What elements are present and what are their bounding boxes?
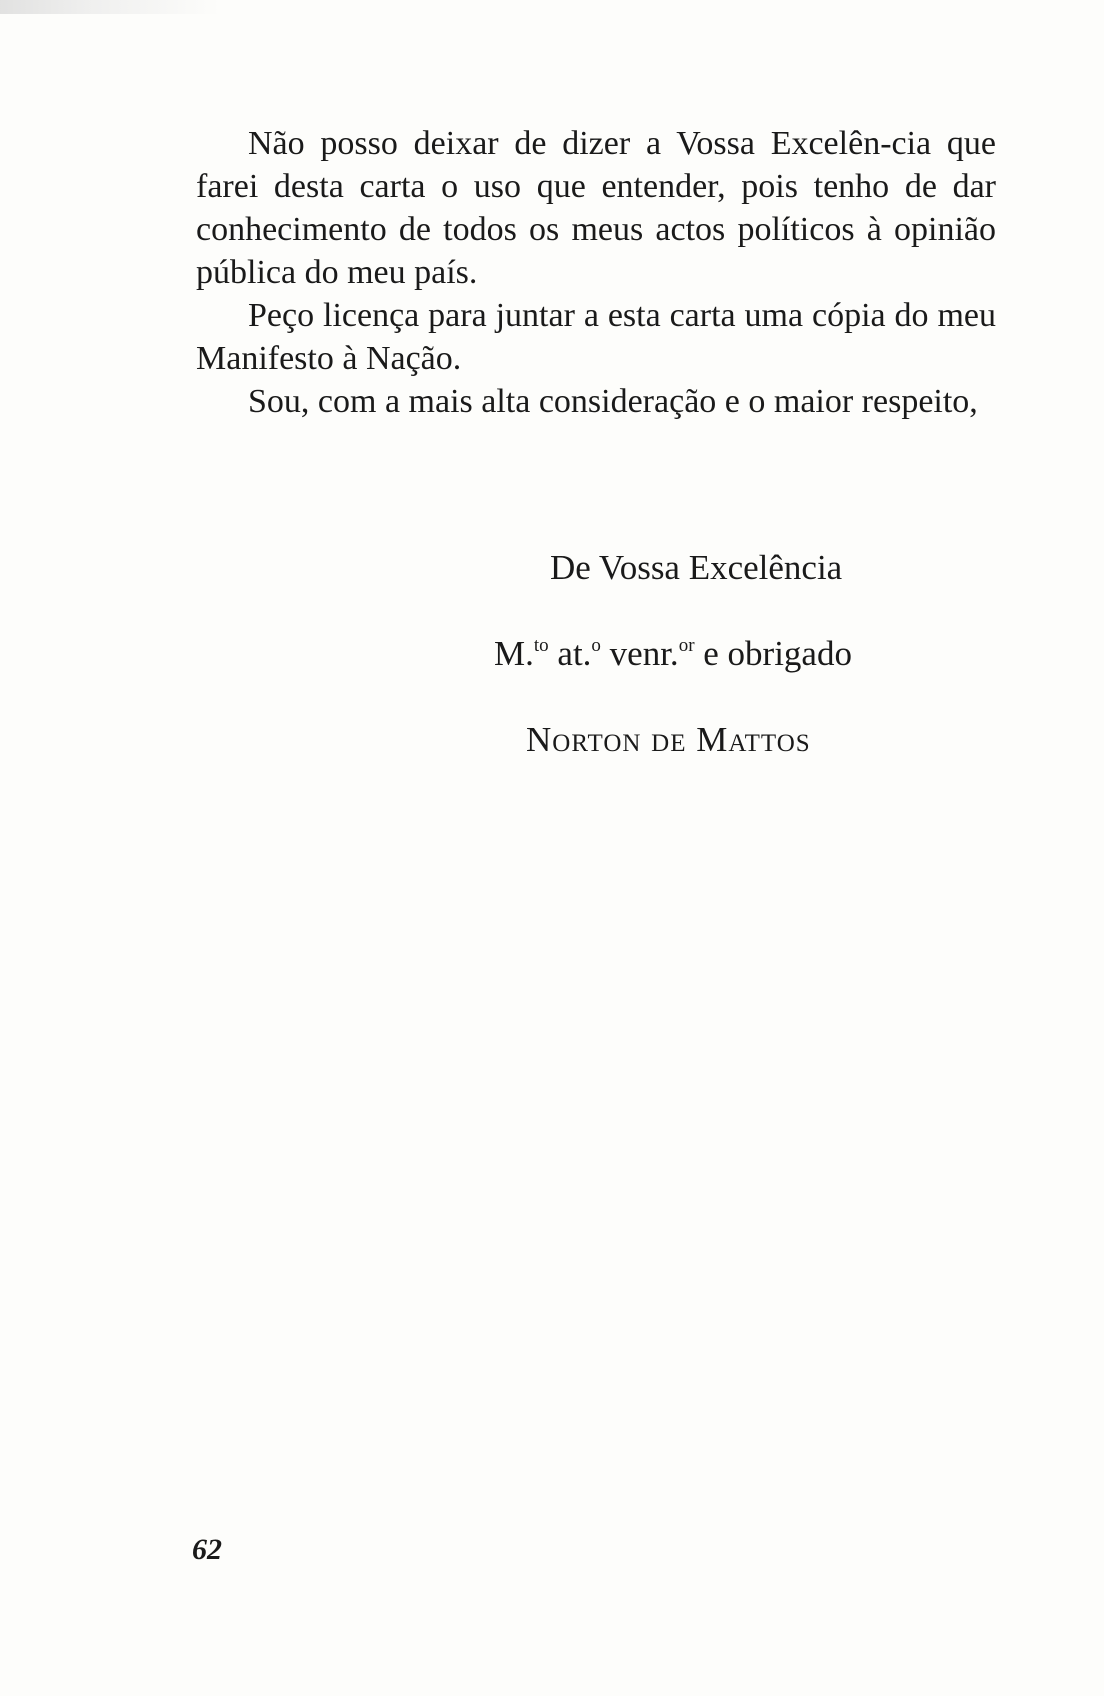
closing-abbr-3-sup: or (678, 635, 695, 656)
page-number: 62 (192, 1533, 222, 1566)
signature: Norton de Mattos (526, 720, 811, 759)
scan-edge-artifact (0, 0, 220, 14)
paragraph-3: Sou, com a mais alta consideração e o maior respeito, (248, 383, 978, 420)
closing-abbr-2: at. (548, 634, 592, 673)
closing-abbr-tail: e obrigado (694, 634, 852, 673)
letter-body (196, 122, 996, 423)
closing-salutation: De Vossa Excelência (550, 548, 843, 587)
closing-abbr-1: M. (494, 634, 534, 673)
paragraph-1: Não posso deixar de dizer a Vossa Excelên-cia que farei desta carta o uso que entender, pois tenho de dar conhecimento de todos os meus actos políticos à opinião pública do meu país. (196, 125, 996, 291)
closing-formula (494, 634, 852, 674)
paragraph-2: Peço licença para juntar a esta carta uma cópia do meu Manifesto à Nação. (196, 297, 996, 377)
closing-abbr-1-sup: to (533, 635, 549, 656)
closing-abbr-2-sup: o (591, 635, 601, 656)
closing-abbr-3: venr. (600, 634, 679, 673)
